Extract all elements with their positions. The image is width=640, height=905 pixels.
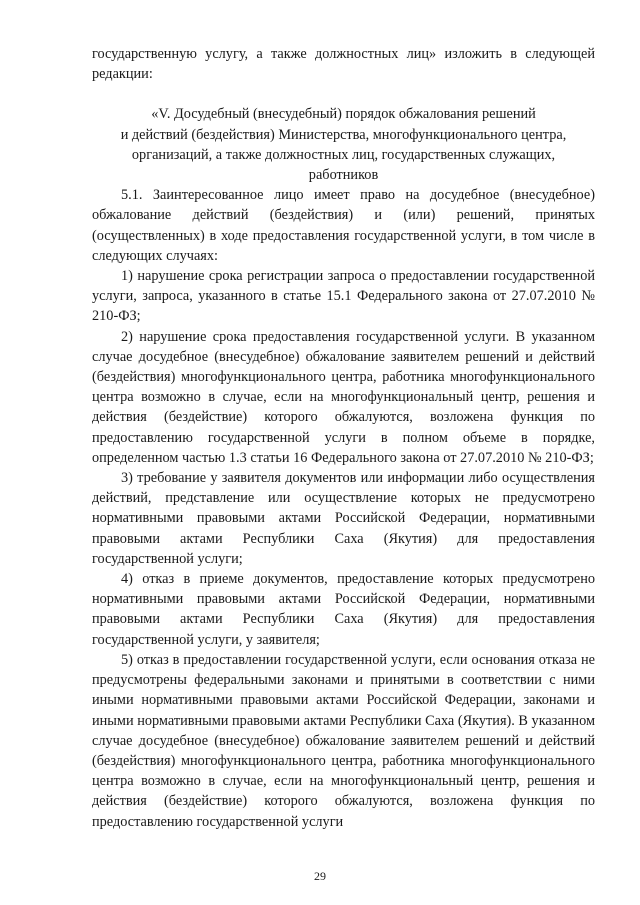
page-number: 29 bbox=[314, 869, 326, 883]
section-heading-line: организаций, а также должностных лиц, государственных служащих, bbox=[131, 146, 556, 163]
section-heading-line: работников bbox=[308, 167, 379, 184]
section-heading bbox=[92, 104, 595, 185]
paragraph-item-2: 2) нарушение срока предоставления государственной услуги. В указанном случае досудебное (внесудебное) обжалование заявителем решений и действий (бездействия) многофункционального центра, работника многофункционального центра возможно в случае, если на многофункциональный центр, решения и действия (бездействие) которого обжалуются, возложена функция по предоставлению государственной услуги в полном объеме в порядке, определенном частью 1.3 статьи 16 Федерального закона от 27.07.2010 № 210-ФЗ; bbox=[92, 328, 595, 466]
paragraph-5-1: 5.1. Заинтересованное лицо имеет право на досудебное (внесудебное) обжалование действий (бездействия) и (или) решений, принятых (осуществленных) в ходе предоставления государственной услуги, в том числе в следующих случаях: bbox=[92, 187, 595, 264]
paragraph-item-3: 3) требование у заявителя документов или информации либо осуществления действий, представление или осуществление которых не предусмотрено нормативными правовыми актами Российской Федерации, нормативными правовыми актами Республики Саха (Якутия) для предоставления государственной услуги; bbox=[92, 470, 595, 567]
section-heading-line: «V. Досудебный (внесудебный) порядок обжалования решений bbox=[151, 106, 536, 123]
paragraph-item-4: 4) отказ в приеме документов, предоставление которых предусмотрено нормативными правовыми актами Российской Федерации, нормативными правовыми актами Республики Саха (Якутия) для предоставления государственной услуги, у заявителя; bbox=[92, 571, 595, 648]
section-heading-line: и действий (бездействия) Министерства, многофункционального центра, bbox=[120, 126, 567, 143]
intro-text: государственную услугу, а также должностных лиц» изложить в следующей редакции: bbox=[92, 46, 595, 83]
document-page bbox=[92, 44, 595, 832]
paragraph-item-5: 5) отказ в предоставлении государственной услуги, если основания отказа не предусмотрены федеральными законами и принятыми в соответствии с ними иными нормативными правовыми актами Российской Федерации, законами и иными нормативными правовыми актами Республики Саха (Якутия). В указанном случае досудебное (внесудебное) обжалование заявителем решений и действий (бездействия) многофункционального центра, работника многофункционального центра возможно в случае, если на многофункциональный центр, решения и действия (бездействие) которого обжалуются, возложена функция по предоставлению государственной услуги bbox=[92, 651, 595, 830]
paragraph-item-1: 1) нарушение срока регистрации запроса о предоставлении государственной услуги, запроса, указанного в статье 15.1 Федерального закона от 27.07.2010 № 210-ФЗ; bbox=[92, 268, 595, 325]
